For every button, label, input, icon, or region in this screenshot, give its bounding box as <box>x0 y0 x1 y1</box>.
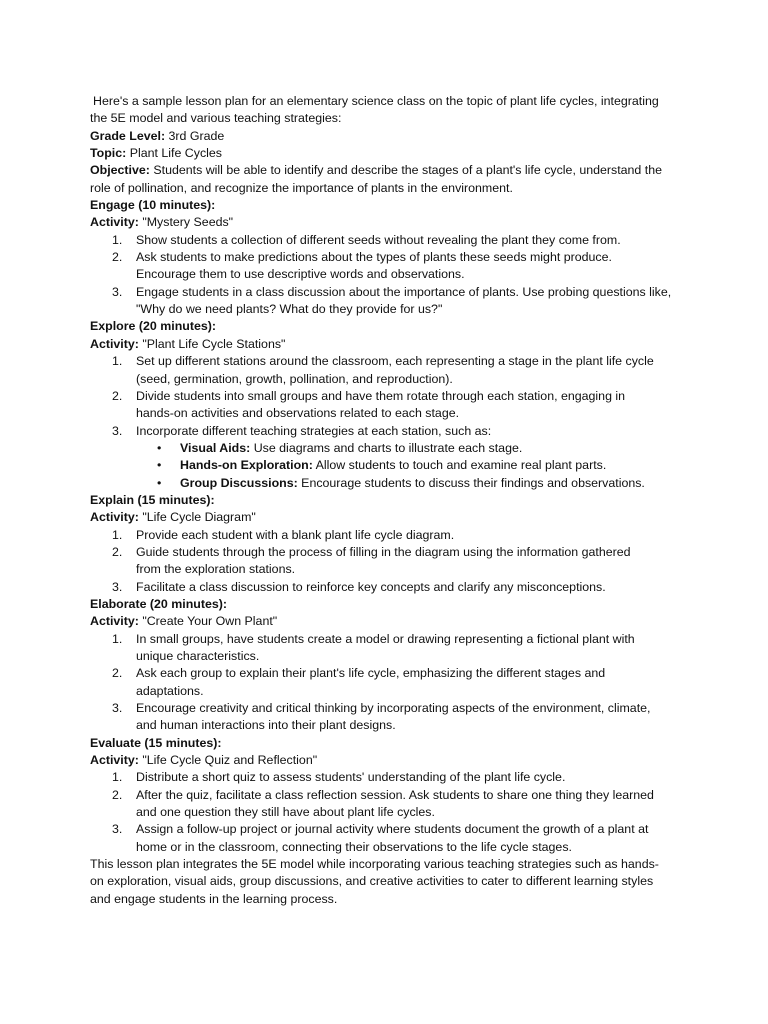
step-number: 2. <box>112 787 123 802</box>
grade-level-value: 3rd Grade <box>165 128 225 143</box>
activity-title: "Life Cycle Diagram" <box>138 510 256 525</box>
activity-label: Activity: <box>90 614 139 629</box>
objective-label: Objective: <box>90 163 150 178</box>
intro-paragraph <box>90 93 690 128</box>
step-item <box>90 284 690 319</box>
step-number: 1. <box>112 631 123 646</box>
section-explain <box>90 492 690 596</box>
strategy-item <box>90 440 690 457</box>
step-item <box>90 353 690 388</box>
step-number: 2. <box>112 388 123 403</box>
objective <box>90 162 690 197</box>
step-text: Ask each group to explain their plant's life cycle, emphasizing the different stages and <box>136 666 606 681</box>
step-text: home or in the classroom, connecting their observations to the life cycle stages. <box>136 839 572 854</box>
step-text: Ask students to make predictions about the types of plants these seeds might produce. <box>136 250 612 265</box>
step-list <box>90 527 690 596</box>
step-text: Show students a collection of different seeds without revealing the plant they come from. <box>136 232 621 247</box>
strategy-label: Visual Aids: <box>180 440 251 455</box>
section-heading: Elaborate (20 minutes): <box>90 596 228 611</box>
step-text: hands-on activities and observations related to each stage. <box>136 406 460 421</box>
section-heading: Explore (20 minutes): <box>90 319 216 334</box>
step-text: Encourage creativity and critical thinking by incorporating aspects of the environment, climate, <box>136 701 651 716</box>
section-heading: Engage (10 minutes): <box>90 198 216 213</box>
section-evaluate <box>90 735 690 856</box>
activity-line <box>90 214 690 231</box>
step-list <box>90 631 690 735</box>
step-item <box>90 579 690 596</box>
step-text: Facilitate a class discussion to reinforce key concepts and clarify any misconceptions. <box>136 579 606 594</box>
section-heading: Explain (15 minutes): <box>90 492 215 507</box>
step-item <box>90 388 690 423</box>
step-text: from the exploration stations. <box>136 562 296 577</box>
step-text: Assign a follow-up project or journal activity where students document the growth of a plant at <box>136 822 649 837</box>
activity-line <box>90 752 690 769</box>
closing-line: on exploration, visual aids, group discussions, and creative activities to cater to different learning styles <box>90 874 654 889</box>
step-text: Engage students in a class discussion about the importance of plants. Use probing questions like, <box>136 284 672 299</box>
step-text: and human interactions into their plant designs. <box>136 718 396 733</box>
step-number: 1. <box>112 770 123 785</box>
step-number: 3. <box>112 284 123 299</box>
step-text: "Why do we need plants? What do they provide for us?" <box>136 302 443 317</box>
strategy-item <box>90 457 690 474</box>
activity-title: "Plant Life Cycle Stations" <box>138 336 286 351</box>
activity-title: "Life Cycle Quiz and Reflection" <box>138 753 318 768</box>
grade-level-label: Grade Level: <box>90 128 166 143</box>
step-number: 1. <box>112 232 123 247</box>
step-item <box>90 787 690 822</box>
bullet-icon: • <box>157 458 162 473</box>
strategy-item <box>90 475 690 492</box>
activity-label: Activity: <box>90 510 139 525</box>
objective-text: Students will be able to identify and describe the stages of a plant's life cycle, understand the <box>149 163 662 178</box>
lesson-plan-document <box>90 93 690 908</box>
step-text: In small groups, have students create a model or drawing representing a fictional plant with <box>136 631 635 646</box>
activity-line <box>90 613 690 630</box>
step-number: 3. <box>112 822 123 837</box>
step-list <box>90 769 690 856</box>
activity-title: "Create Your Own Plant" <box>138 614 278 629</box>
closing-line: This lesson plan integrates the 5E model while incorporating various teaching strategies such as hands- <box>90 857 659 872</box>
step-item <box>90 423 690 440</box>
step-text: (seed, germination, growth, pollination, and reproduction). <box>136 371 453 386</box>
step-number: 3. <box>112 701 123 716</box>
intro-line: Here's a sample lesson plan for an elementary science class on the topic of plant life cycles, integrating <box>93 94 659 108</box>
step-number: 3. <box>112 423 123 438</box>
strategy-label: Group Discussions: <box>180 475 298 490</box>
step-item <box>90 769 690 786</box>
step-number: 2. <box>112 544 123 559</box>
activity-line <box>90 509 690 526</box>
strategy-label: Hands-on Exploration: <box>180 458 313 473</box>
step-text: Provide each student with a blank plant life cycle diagram. <box>136 527 455 542</box>
step-text: adaptations. <box>136 683 204 698</box>
step-text: Encourage them to use descriptive words and observations. <box>136 267 465 282</box>
step-item <box>90 527 690 544</box>
activity-label: Activity: <box>90 753 139 768</box>
bullet-icon: • <box>157 475 162 490</box>
intro-line: the 5E model and various teaching strategies: <box>90 111 342 126</box>
activity-label: Activity: <box>90 215 139 230</box>
strategy-list <box>90 440 690 492</box>
step-item <box>90 631 690 666</box>
topic <box>90 145 690 162</box>
step-item <box>90 249 690 284</box>
strategy-text: Allow students to touch and examine real plant parts. <box>312 458 607 473</box>
section-engage <box>90 197 690 318</box>
step-text: After the quiz, facilitate a class reflection session. Ask students to share one thing they learned <box>136 787 654 802</box>
activity-title: "Mystery Seeds" <box>138 215 234 230</box>
step-item <box>90 544 690 579</box>
step-text: Distribute a short quiz to assess students' understanding of the plant life cycle. <box>136 770 566 785</box>
objective-line: role of pollination, and recognize the importance of plants in the environment. <box>90 180 513 195</box>
grade-level <box>90 128 690 145</box>
closing-paragraph <box>90 856 690 908</box>
activity-label: Activity: <box>90 336 139 351</box>
step-text: Set up different stations around the classroom, each representing a stage in the plant life cycle <box>136 354 654 369</box>
step-list <box>90 232 690 319</box>
step-item <box>90 665 690 700</box>
step-text: Guide students through the process of filling in the diagram using the information gathered <box>136 544 631 559</box>
step-item <box>90 821 690 856</box>
strategy-text: Encourage students to discuss their findings and observations. <box>297 475 645 490</box>
step-item <box>90 232 690 249</box>
section-explore <box>90 318 690 491</box>
closing-line: and engage students in the learning process. <box>90 891 338 906</box>
step-list <box>90 353 690 440</box>
step-number: 1. <box>112 354 123 369</box>
section-heading: Evaluate (15 minutes): <box>90 735 222 750</box>
step-item <box>90 700 690 735</box>
topic-label: Topic: <box>90 146 127 161</box>
activity-line <box>90 336 690 353</box>
step-text: and one question they still have about plant life cycles. <box>136 805 435 820</box>
step-number: 2. <box>112 250 123 265</box>
step-number: 1. <box>112 527 123 542</box>
bullet-icon: • <box>157 440 162 455</box>
step-text: Divide students into small groups and have them rotate through each station, engaging in <box>136 388 626 403</box>
topic-value: Plant Life Cycles <box>126 146 222 161</box>
objective-line <box>90 162 690 179</box>
step-text: unique characteristics. <box>136 649 260 663</box>
section-elaborate <box>90 596 690 735</box>
strategy-text: Use diagrams and charts to illustrate each stage. <box>250 440 523 455</box>
step-number: 3. <box>112 579 123 594</box>
step-number: 2. <box>112 666 123 681</box>
step-text: Incorporate different teaching strategies at each station, such as: <box>136 423 492 438</box>
